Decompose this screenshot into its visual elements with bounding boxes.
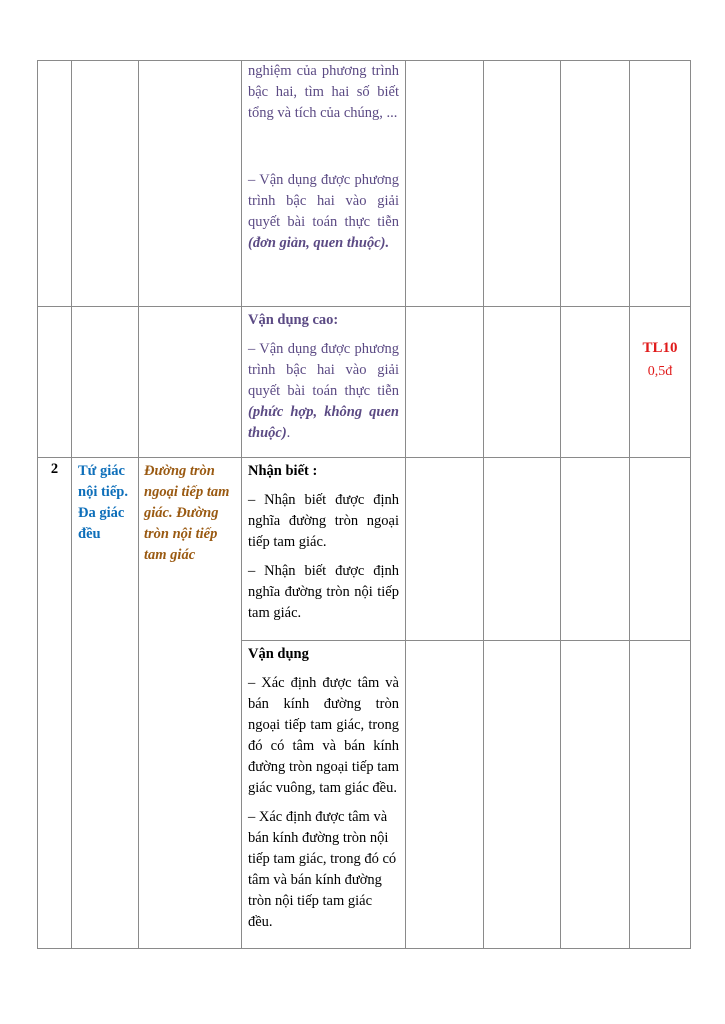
table-row <box>38 307 691 458</box>
level-cell <box>484 641 561 949</box>
level-cell <box>484 307 561 458</box>
level-heading: Nhận biết : <box>248 463 318 479</box>
topic-cell <box>72 307 139 458</box>
level-cell <box>561 458 630 641</box>
level-cell <box>630 458 691 641</box>
requirement-text-main: – Vận dụng được phương trình bậc hai vào giải quyết bài toán thực tiễn <box>248 172 399 230</box>
unit-cell <box>139 61 242 307</box>
table-row <box>38 61 691 307</box>
topic-cell: Tứ giác nội tiếp. Đa giác đều <box>72 458 139 949</box>
level-cell <box>561 641 630 949</box>
requirement-text-emphasis: (phức hợp, không quen thuộc) <box>248 404 399 441</box>
requirement-text-emphasis: (đơn giản, quen thuộc). <box>248 235 390 251</box>
requirement-text <box>248 170 399 254</box>
level-cell <box>630 641 691 949</box>
level-cell <box>406 641 484 949</box>
level-cell <box>484 458 561 641</box>
level-heading: Vận dụng <box>248 646 309 662</box>
question-points: 0,5đ <box>647 364 673 379</box>
unit-cell: Đường tròn ngoại tiếp tam giác. Đường tròn nội tiếp tam giác <box>139 458 242 949</box>
stt-cell <box>38 61 72 307</box>
stt-cell <box>38 307 72 458</box>
level-cell <box>630 61 691 307</box>
requirement-cell <box>242 61 406 307</box>
level-cell <box>561 307 630 458</box>
requirement-text <box>248 339 399 450</box>
requirement-text: – Nhận biết được định nghĩa đường tròn nội tiếp tam giác. <box>248 563 399 621</box>
question-code: TL10 <box>642 340 678 356</box>
level-cell <box>406 307 484 458</box>
level-heading: Vận dụng cao: <box>248 312 339 328</box>
requirement-text-main: – Vận dụng được phương trình bậc hai vào giải quyết bài toán thực tiễn <box>248 341 399 399</box>
level-cell <box>406 61 484 307</box>
topic-cell <box>72 61 139 307</box>
requirement-cell <box>242 307 406 458</box>
requirement-text-end: . <box>286 425 291 441</box>
level-cell <box>406 458 484 641</box>
unit-cell <box>139 307 242 458</box>
stt-cell: 2 <box>38 458 72 949</box>
requirement-cell <box>242 641 406 949</box>
question-cell <box>630 307 691 458</box>
level-cell <box>561 61 630 307</box>
matrix-table <box>37 60 691 949</box>
requirement-text: nghiệm của phương trình bậc hai, tìm hai số biết tổng và tích của chúng, ... <box>248 63 399 121</box>
requirement-text: – Nhận biết được định nghĩa đường tròn ngoại tiếp tam giác. <box>248 492 399 550</box>
requirement-text: – Xác định được tâm và bán kính đường tròn nội tiếp tam giác, trong đó có tâm và bán kính đường tròn nội tiếp tam giác đều. <box>248 809 397 930</box>
table-row <box>38 458 691 641</box>
requirement-cell <box>242 458 406 641</box>
level-cell <box>484 61 561 307</box>
requirement-text: – Xác định được tâm và bán kính đường tròn ngoại tiếp tam giác, trong đó có tâm và bán kính đường tròn ngoại tiếp tam giác vuông, tam giác đều. <box>248 675 399 796</box>
